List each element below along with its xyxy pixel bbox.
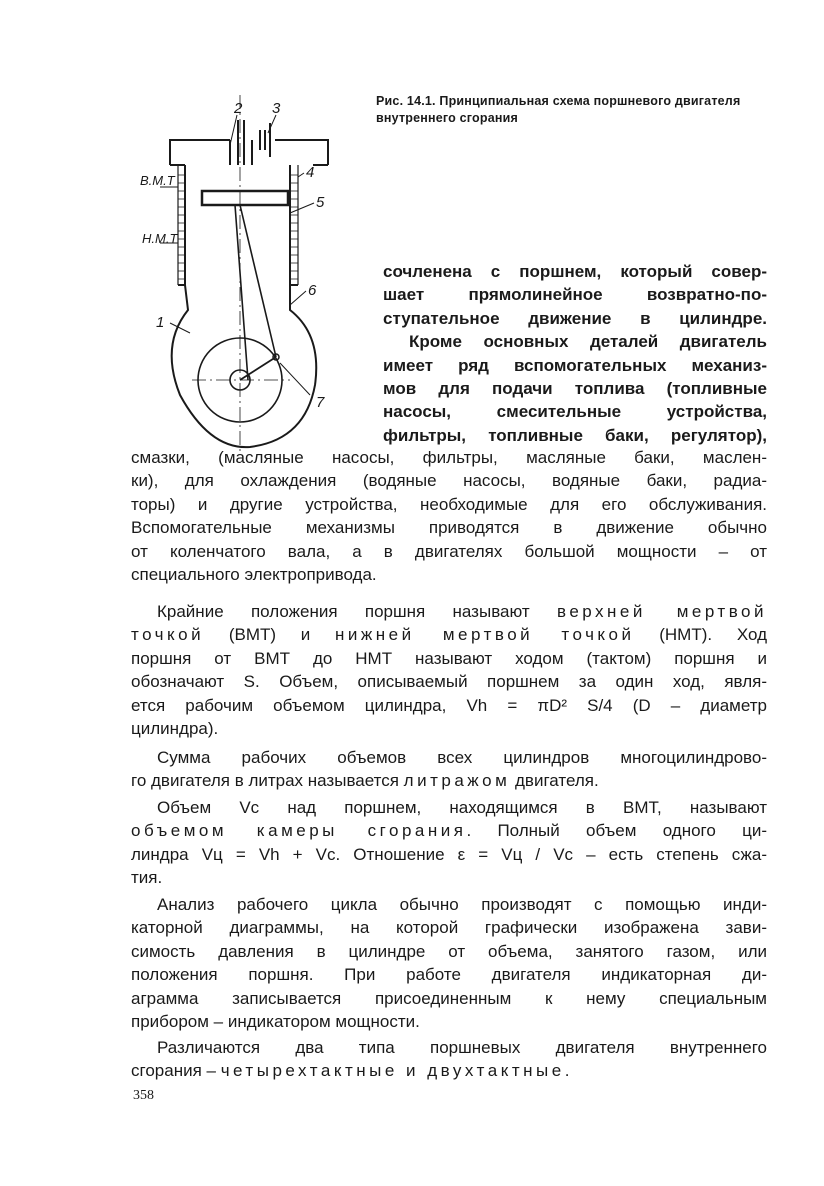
paragraph-1 — [131, 446, 767, 586]
term-nmt: нижней мертвой точкой — [335, 625, 635, 645]
text-line: Различаются два типа поршневых двигателя внутреннего — [157, 1038, 767, 1057]
label-5: 5 — [316, 194, 325, 211]
text-line: сочленена с поршнем, который совер- — [383, 262, 767, 281]
text-line: специального электропривода. — [131, 565, 377, 585]
engine-diagram — [140, 95, 340, 455]
text-line: от коленчатого вала, а в двигателях большой мощности – от — [131, 541, 767, 561]
text-line: Кроме основных деталей двигатель — [409, 332, 767, 352]
label-nmt: Н.М.Т — [142, 231, 178, 246]
text-line: тия. — [131, 868, 163, 888]
crankcase — [172, 285, 317, 447]
intake-valve — [230, 120, 252, 165]
text-line: аграмма записывается присоединенным к нему специальным — [131, 988, 767, 1008]
text-line: симость давления в цилиндре от объема, занятого газом, или — [131, 941, 767, 961]
paragraph-4 — [131, 796, 767, 890]
label-3: 3 — [272, 100, 281, 117]
text-line: имеет ряд вспомогательных механиз- — [383, 355, 767, 375]
text-line: каторной диаграммы, на которой графически изображена зави- — [131, 918, 767, 938]
paragraph-6 — [131, 1036, 767, 1083]
paragraph-3 — [131, 746, 767, 793]
label-4: 4 — [306, 164, 315, 181]
text-line: фильтры, топливные баки, регулятор), — [383, 425, 767, 445]
term-two-stroke: двухтактные — [427, 1061, 565, 1081]
text-line: линдра Vц = Vh + Vc. Отношение ε = Vц / Vc – есть степень сжа- — [131, 844, 767, 864]
connecting-rod — [235, 205, 276, 380]
text-line: Вспомогательные механизмы приводятся в движение обычно — [131, 518, 767, 538]
text-line: ется рабочим объемом цилиндра, Vh = πD² S/4 (D – диаметр — [131, 695, 767, 715]
text-line: торы) и другие устройства, необходимые для его обслуживания. — [131, 494, 767, 514]
text-line: положения поршня. При работе двигателя индикаторная ди- — [131, 965, 767, 985]
label-2: 2 — [234, 100, 243, 117]
text-line: шает прямолинейное возвратно-по- — [383, 285, 767, 305]
text-line: Объем Vc над поршнем, находящимся в ВМТ, называют — [157, 798, 767, 817]
term-vmt: верхней мертвой — [556, 602, 768, 621]
label-7: 7 — [316, 394, 325, 411]
term-four-stroke: четырехтактные — [220, 1061, 398, 1081]
paragraph-2 — [131, 600, 767, 740]
right-column-text — [383, 260, 767, 447]
page-number: 358 — [133, 1088, 154, 1103]
label-1: 1 — [156, 314, 165, 331]
term-litrazh: литражом — [403, 771, 511, 791]
text-line: прибором – индикатором мощности. — [131, 1012, 420, 1032]
text-line: мов для подачи топлива (топливные — [383, 379, 767, 399]
text-line: поршня от ВМТ до НМТ называют ходом (тактом) поршня и — [131, 648, 767, 668]
text-line: цилиндра). — [131, 719, 219, 739]
text-line: сгорания – четырехтактные и двухтактные. — [131, 1061, 570, 1081]
label-6: 6 — [308, 282, 317, 299]
text-line: Анализ рабочего цикла обычно производят с помощью инди- — [157, 895, 767, 914]
injector — [260, 123, 270, 157]
cylinder-head — [170, 140, 328, 165]
term-combustion-chamber: объемом камеры сгорания — [131, 821, 467, 841]
label-vmt: В.М.Т — [140, 173, 175, 188]
piston — [202, 191, 288, 205]
paragraph-5 — [131, 893, 767, 1033]
text-line: смазки, (масляные насосы, фильтры, масляные баки, маслен- — [131, 448, 767, 467]
text-line: Сумма рабочих объемов всех цилиндров многоцилиндрово- — [157, 748, 767, 767]
text-line: го двигателя в литрах называется литражом двигателя. — [131, 771, 599, 791]
text-line: ки), для охлаждения (водяные насосы, водяные баки, радиа- — [131, 471, 767, 491]
text-line: насосы, смесительные устройства, — [383, 402, 767, 422]
text-line: ступательное движение в цилиндре. — [383, 308, 767, 328]
text-line: объемом камеры сгорания. Полный объем одного ци- — [131, 821, 767, 841]
text-line: точкой (ВМТ) и нижней мертвой точкой (НМТ). Ход — [131, 625, 767, 645]
text-line: обозначают S. Объем, описываемый поршнем за один ход, явля- — [131, 672, 767, 692]
text-line: Крайние положения поршня называют верхней мертвой — [157, 602, 768, 621]
figure-caption: Рис. 14.1. Принципиальная схема поршневого двигателя внутреннего сгорания — [376, 94, 741, 125]
